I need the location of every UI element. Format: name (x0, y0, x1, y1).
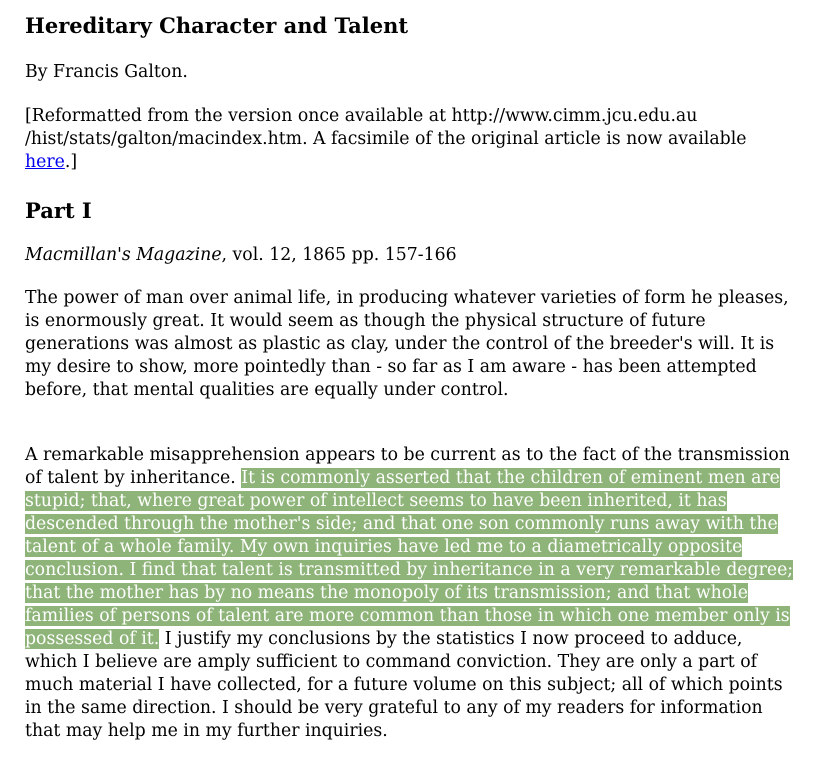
source-note-end: .] (64, 152, 78, 172)
byline: By Francis Galton. (25, 62, 188, 82)
source-note (25, 105, 785, 174)
paragraph-2-intro: A remarkable misapprehension appears to be current as to the fact of the transmission of talent by inheritance. (25, 445, 790, 488)
paragraph-1: The power of man over animal life, in producing whatever varieties of form he pleases, is enormously great. It would seem as though the physical structure of future generations was almost as plastic as clay, under the control of the breeder's will. It is my desire to show, more pointedly than - so far as I am aware - has been attempted before, that mental qualities are equally under control. (25, 288, 789, 400)
page-title: Hereditary Character and Talent (25, 13, 409, 38)
citation (25, 244, 800, 267)
facsimile-link[interactable]: here (25, 152, 65, 172)
selected-text-highlight[interactable]: It is commonly asserted that the children of eminent men are stupid; that, where great power of intellect seems to have been inherited, it has descended through the mother's side; and that one son commonly runs away with the talent of a whole family. My own inquiries have led me to a diametrically opposite conclusion. I find that talent is transmitted by inheritance in a very remarkable degree; that the mother has by no means the monopoly of its transmission; and that whole families of persons of talent are more common than those in which one member only is possessed of it. (25, 468, 794, 649)
paragraph-2-rest: I justify my conclusions by the statistics I now proceed to adduce, which I believe are amply sufficient to command conviction. They are only a part of much material I have collected, for a future volume on this subject; all of which points in the same direction. I should be very grateful to any of my readers for information that may help me in my further inquiries. (25, 629, 783, 741)
citation-details: , vol. 12, 1865 pp. 157-166 (221, 245, 457, 265)
source-note-text: [Reformatted from the version once available at http://www.cimm.jcu.edu.au /hist/stats/galton/macindex.htm. A facsimile of the original article is now available (25, 106, 747, 149)
paragraph-2 (25, 444, 795, 743)
journal-name: Macmillan's Magazine (25, 245, 222, 265)
part-heading: Part I (25, 198, 92, 223)
